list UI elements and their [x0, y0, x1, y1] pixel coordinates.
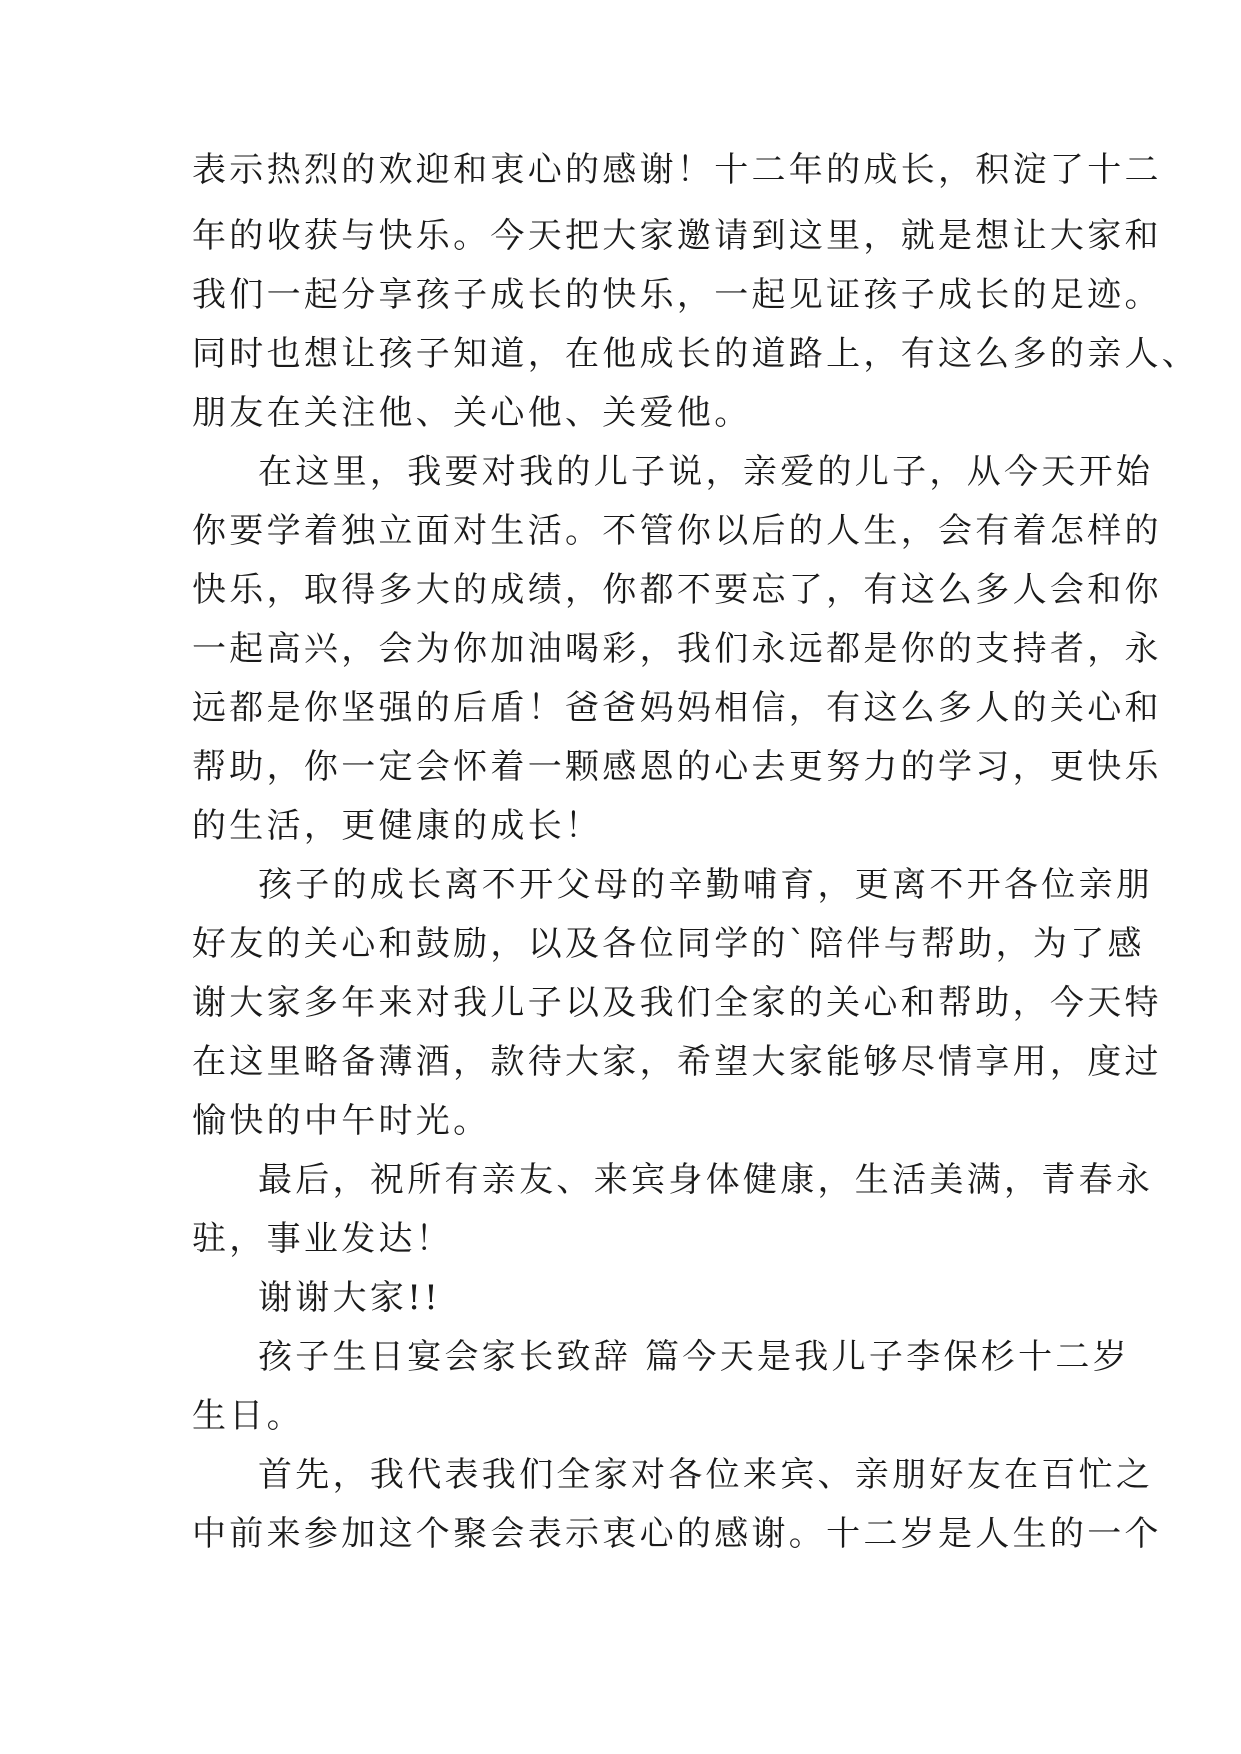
text-line: 远都是你坚强的后盾！爸爸妈妈相信，有这么多人的关心和 — [192, 688, 1162, 728]
text-line: 一起高兴，会为你加油喝彩，我们永远都是你的支持者，永 — [192, 629, 1162, 669]
text-line: 在这里略备薄酒，款待大家，希望大家能够尽情享用，度过 — [192, 1042, 1162, 1082]
text-line: 谢大家多年来对我儿子以及我们全家的关心和帮助，今天特 — [192, 983, 1162, 1023]
paragraph-start-line: 孩子的成长离不开父母的辛勤哺育，更离不开各位亲朋 — [258, 865, 1154, 905]
text-line: 我们一起分享孩子成长的快乐，一起见证孩子成长的足迹。 — [192, 275, 1162, 315]
text-line: 的生活，更健康的成长！ — [192, 806, 603, 846]
paragraph-start-line: 最后，祝所有亲友、来宾身体健康，生活美满，青春永 — [258, 1160, 1154, 1200]
text-line: 朋友在关注他、关心他、关爱他。 — [192, 393, 752, 433]
paragraph-start-line: 首先，我代表我们全家对各位来宾、亲朋好友在百忙之 — [258, 1455, 1154, 1495]
text-line: 快乐，取得多大的成绩，你都不要忘了，有这么多人会和你 — [192, 570, 1162, 610]
text-line: 表示热烈的欢迎和衷心的感谢！十二年的成长，积淀了十二 — [192, 150, 1162, 190]
text-line: 愉快的中午时光。 — [192, 1101, 491, 1141]
text-line: 同时也想让孩子知道，在他成长的道路上，有这么多的亲人、 — [192, 334, 1200, 374]
text-line: 驻，事业发达！ — [192, 1219, 454, 1259]
text-line: 你要学着独立面对生活。不管你以后的人生，会有着怎样的 — [192, 511, 1162, 551]
paragraph-start-line: 孩子生日宴会家长致辞 篇今天是我儿子李保杉十二岁 — [258, 1337, 1131, 1377]
text-line: 帮助，你一定会怀着一颗感恩的心去更努力的学习，更快乐 — [192, 747, 1162, 787]
paragraph-start-line: 谢谢大家!! — [258, 1278, 442, 1318]
text-line: 生日。 — [192, 1396, 304, 1436]
paragraph-start-line: 在这里，我要对我的儿子说，亲爱的儿子，从今天开始 — [258, 452, 1154, 492]
text-line: 中前来参加这个聚会表示衷心的感谢。十二岁是人生的一个 — [192, 1514, 1162, 1554]
text-line: 年的收获与快乐。今天把大家邀请到这里，就是想让大家和 — [192, 216, 1162, 256]
text-line: 好友的关心和鼓励，以及各位同学的`陪伴与帮助，为了感 — [192, 924, 1145, 964]
